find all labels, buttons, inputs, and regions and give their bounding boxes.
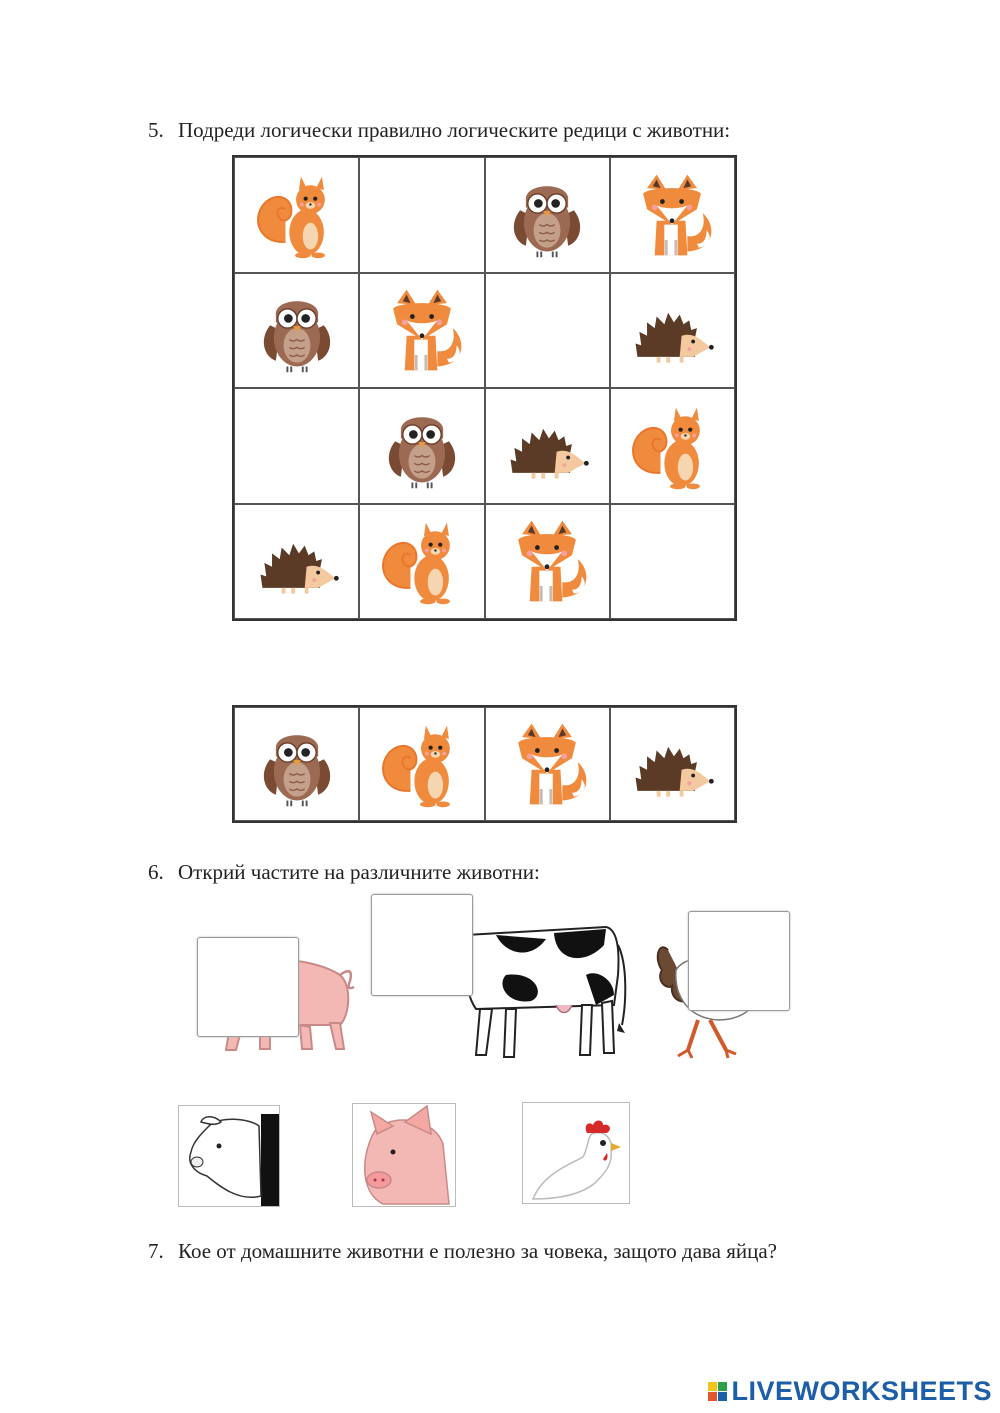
option-owl[interactable] <box>234 707 359 821</box>
owl-icon <box>374 398 470 494</box>
logo-mark-icon <box>708 1382 727 1401</box>
cow-head-dropzone[interactable] <box>371 894 473 996</box>
question-text: Кое от домашните животни е полезно за човека, защото дава яйца? <box>178 1239 778 1263</box>
owl-icon <box>249 716 345 812</box>
grid-cell-empty-dropzone[interactable] <box>234 388 359 504</box>
hedgehog-icon <box>624 716 720 812</box>
fox-icon <box>499 716 595 812</box>
fox-icon <box>374 282 470 378</box>
question-number: 6. <box>148 860 164 884</box>
hen-head-dropzone[interactable] <box>688 911 790 1011</box>
hedgehog-icon <box>499 398 595 494</box>
option-squirrel[interactable] <box>359 707 484 821</box>
hen-head-part[interactable] <box>522 1102 630 1204</box>
pig-head-part[interactable] <box>352 1103 456 1207</box>
logo-text: LIVEWORKSHEETS <box>731 1376 992 1406</box>
squirrel-icon <box>249 167 345 263</box>
question-6 <box>148 860 540 885</box>
question-text: Подреди логически правилно логическите редици с животни: <box>178 118 731 142</box>
grid-cell-filled <box>610 388 735 504</box>
cow-head-part[interactable] <box>178 1105 280 1207</box>
squirrel-icon <box>374 513 470 609</box>
squirrel-icon <box>374 716 470 812</box>
grid-cell-filled <box>359 388 484 504</box>
grid-cell-filled <box>234 273 359 389</box>
pig-head-dropzone[interactable] <box>197 937 299 1037</box>
grid-cell-filled <box>359 504 484 620</box>
owl-icon <box>249 282 345 378</box>
owl-icon <box>499 167 595 263</box>
question-5 <box>148 118 730 143</box>
grid-cell-filled <box>234 157 359 273</box>
hedgehog-icon <box>249 513 345 609</box>
question-7 <box>148 1239 777 1264</box>
grid-cell-filled <box>610 157 735 273</box>
grid-cell-empty-dropzone[interactable] <box>359 157 484 273</box>
answer-options-row <box>232 705 737 823</box>
liveworksheets-logo[interactable] <box>708 1376 992 1407</box>
grid-cell-filled <box>485 157 610 273</box>
fox-icon <box>499 513 595 609</box>
grid-cell-empty-dropzone[interactable] <box>485 273 610 389</box>
option-hedgehog[interactable] <box>610 707 735 821</box>
question-number: 5. <box>148 118 164 142</box>
option-fox[interactable] <box>485 707 610 821</box>
grid-cell-empty-dropzone[interactable] <box>610 504 735 620</box>
logic-grid <box>232 155 737 621</box>
grid-cell-filled <box>234 504 359 620</box>
question-number: 7. <box>148 1239 164 1263</box>
hedgehog-icon <box>624 282 720 378</box>
grid-cell-filled <box>485 388 610 504</box>
question-text: Открий частите на различните животни: <box>178 860 540 884</box>
squirrel-icon <box>624 398 720 494</box>
fox-icon <box>624 167 720 263</box>
grid-cell-filled <box>610 273 735 389</box>
grid-cell-filled <box>359 273 484 389</box>
grid-cell-filled <box>485 504 610 620</box>
